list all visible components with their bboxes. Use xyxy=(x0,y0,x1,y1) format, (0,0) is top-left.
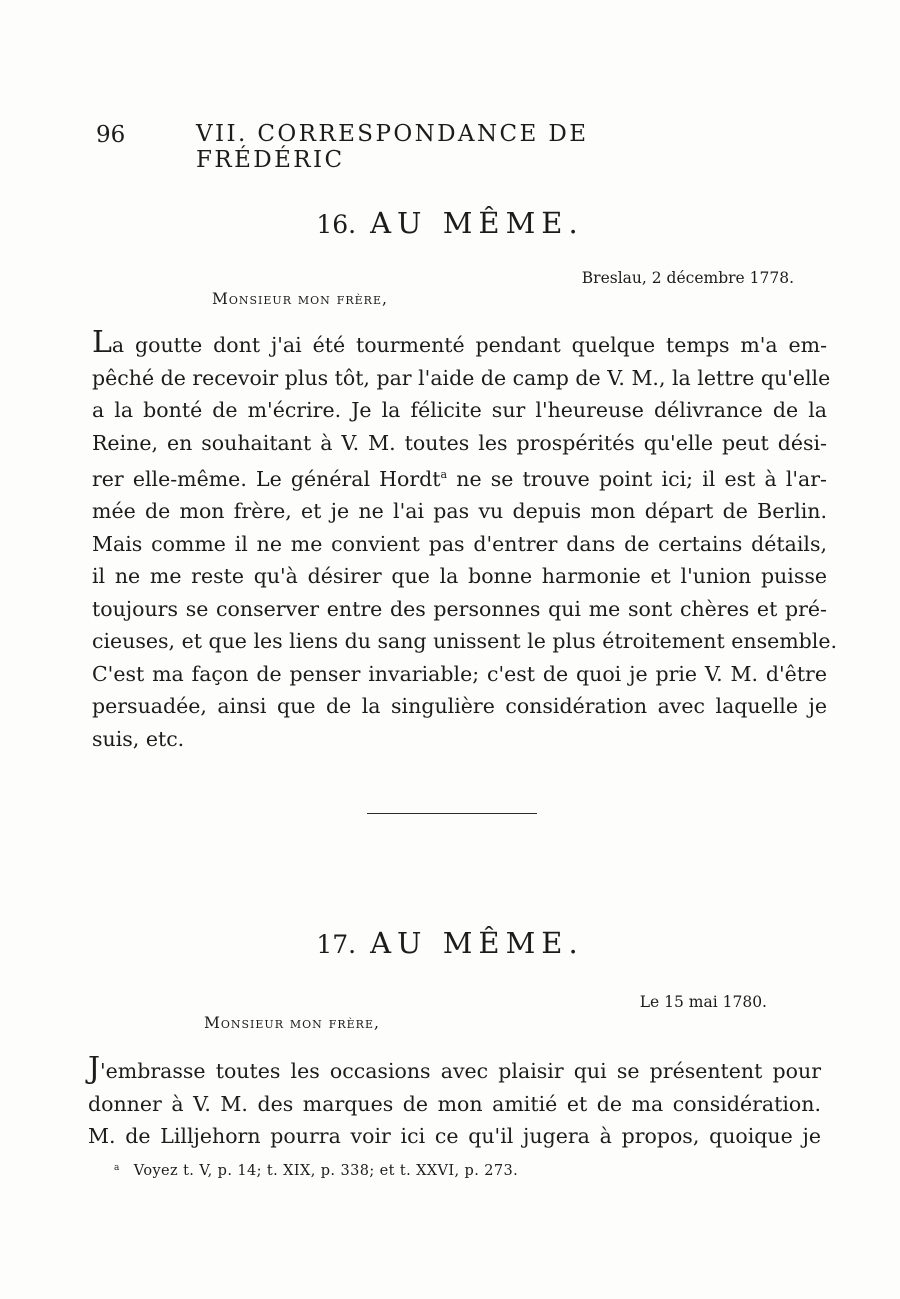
letter-16-salutation: Monsieur mon frère, xyxy=(212,290,388,308)
page-number: 96 xyxy=(96,122,126,148)
letter-16-line: a la bonté de m'écrire. Je la félicite sur l'heureuse délivrance de la xyxy=(92,398,827,422)
running-head-title: VII. CORRESPONDANCE DE FRÉDÉRIC xyxy=(196,121,589,173)
footnote-text: Voyez t. V, p. 14; t. XIX, p. 338; et t. XXVI, p. 273. xyxy=(133,1163,519,1179)
section-divider xyxy=(367,813,537,814)
letter-16-body xyxy=(92,325,838,755)
letter-16-date: Breslau, 2 décembre 1778. xyxy=(581,269,794,287)
letter-17-date: Le 15 mai 1780. xyxy=(639,993,767,1011)
letter-16-line: Reine, en souhaitant à V. M. toutes les prospérités qu'elle peut dési- xyxy=(92,430,827,455)
letter-16-line: pêché de recevoir plus tôt, par l'aide de camp de V. M., la lettre qu'elle xyxy=(92,365,831,390)
footnote-marker: a xyxy=(440,468,448,481)
letter-16-title: AU MÊME. xyxy=(370,206,584,240)
letter-17-heading xyxy=(0,926,900,960)
letter-16-line: toujours se conserver entre des personnes qui me sont chères et pré- xyxy=(92,596,827,621)
letter-17-line: donner à V. M. des marques de mon amitié et de ma considération. xyxy=(88,1091,821,1116)
letter-17-line: M. de Lilljehorn pourra voir ici ce qu'il jugera à propos, quoique je xyxy=(88,1124,821,1148)
footnote xyxy=(114,1163,674,1179)
letter-16-line: C'est ma façon de penser invariable; c'est de quoi je prie V. M. d'être xyxy=(92,661,827,686)
running-head xyxy=(96,118,736,173)
letter-16-line: rer elle-même. Le général Hordt$^a$ ne se trouve point ici; il est à l'ar- xyxy=(92,466,827,491)
letter-16-line: persuadée, ainsi que de la singulière considération avec laquelle je xyxy=(92,694,827,719)
letter-16-line: mée de mon frère, et je ne l'ai pas vu depuis mon départ de Berlin. xyxy=(92,499,827,524)
letter-16-line: Mais comme il ne me convient pas d'entrer dans de certains détails, xyxy=(92,531,827,556)
letter-16-heading xyxy=(0,206,900,240)
letter-17-body xyxy=(88,1051,821,1153)
letter-16-line: La goutte dont j'ai été tourmenté pendant quelque temps m'a em- xyxy=(92,325,827,360)
letter-17-dropcap: J xyxy=(88,1051,101,1086)
footnote-mark: a xyxy=(114,1163,120,1173)
letter-16-dropcap: L xyxy=(92,325,112,360)
letter-16-line: suis, etc. xyxy=(92,726,185,751)
letter-17-title: AU MÊME. xyxy=(370,926,584,960)
letter-17-line: J'embrasse toutes les occasions avec plaisir qui se présentent pour xyxy=(88,1051,821,1086)
letter-17-salutation: Monsieur mon frère, xyxy=(204,1014,380,1032)
letter-16-number: 16. xyxy=(316,210,357,239)
letter-16-line: il ne me reste qu'à désirer que la bonne harmonie et l'union puisse xyxy=(92,564,827,589)
letter-16-line: cieuses, et que les liens du sang unissent le plus étroitement ensemble. xyxy=(92,629,838,654)
letter-17-number: 17. xyxy=(316,930,357,959)
